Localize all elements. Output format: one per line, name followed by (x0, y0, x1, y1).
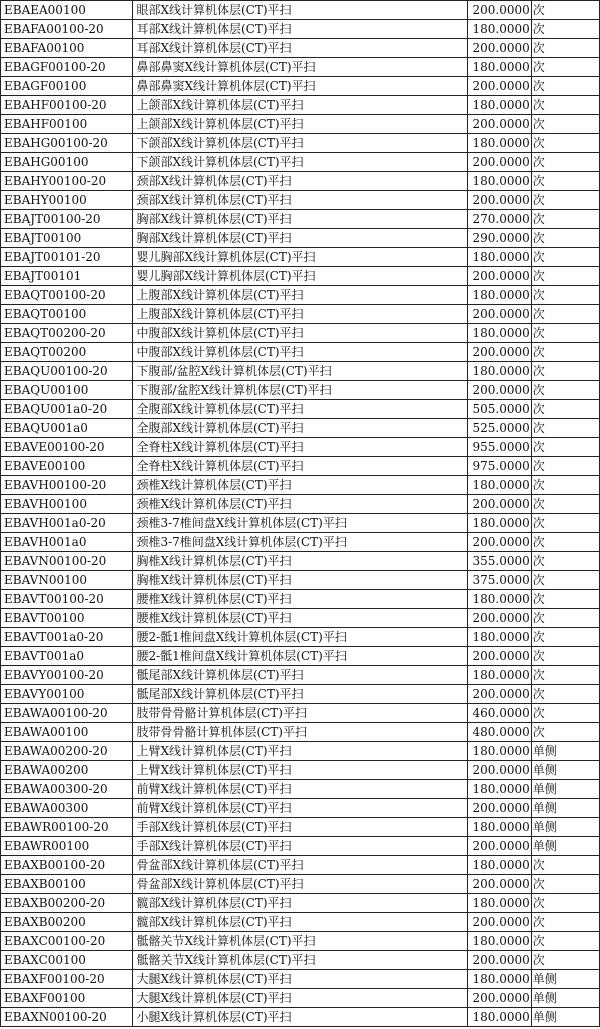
item-price-cell: 180.0000 (467, 628, 531, 647)
table-row (1, 571, 600, 590)
item-code-cell: EBAVY00100-20 (1, 666, 133, 685)
table-row (1, 1008, 600, 1027)
item-unit-cell: 次 (531, 951, 599, 970)
item-price-cell: 200.0000 (467, 989, 531, 1008)
item-code-cell: EBAFA00100-20 (1, 20, 133, 39)
table-row (1, 875, 600, 894)
table-row (1, 495, 600, 514)
table-row (1, 628, 600, 647)
item-name-cell: 婴儿胸部X线计算机体层(CT)平扫 (133, 248, 467, 267)
item-price-cell: 180.0000 (467, 58, 531, 77)
item-price-cell: 480.0000 (467, 723, 531, 742)
item-unit-cell: 次 (531, 685, 599, 704)
item-unit-cell: 单侧 (531, 1008, 599, 1027)
item-price-cell: 525.0000 (467, 419, 531, 438)
item-unit-cell: 次 (531, 704, 599, 723)
item-unit-cell: 次 (531, 343, 599, 362)
item-code-cell: EBAJT00100 (1, 229, 133, 248)
item-name-cell: 上腹部X线计算机体层(CT)平扫 (133, 286, 467, 305)
item-unit-cell: 次 (531, 856, 599, 875)
item-price-cell: 180.0000 (467, 742, 531, 761)
item-name-cell: 骶尾部X线计算机体层(CT)平扫 (133, 666, 467, 685)
item-name-cell: 上颌部X线计算机体层(CT)平扫 (133, 115, 467, 134)
item-code-cell: EBAVE00100-20 (1, 438, 133, 457)
item-price-cell: 200.0000 (467, 837, 531, 856)
item-unit-cell: 次 (531, 39, 599, 58)
item-name-cell: 上颌部X线计算机体层(CT)平扫 (133, 96, 467, 115)
table-row (1, 590, 600, 609)
item-unit-cell: 单侧 (531, 818, 599, 837)
item-price-cell: 290.0000 (467, 229, 531, 248)
item-price-cell: 180.0000 (467, 96, 531, 115)
item-unit-cell: 次 (531, 96, 599, 115)
item-unit-cell: 次 (531, 305, 599, 324)
item-code-cell: EBAHY00100 (1, 191, 133, 210)
item-code-cell: EBAVY00100 (1, 685, 133, 704)
item-name-cell: 耳部X线计算机体层(CT)平扫 (133, 39, 467, 58)
table-row (1, 229, 600, 248)
table-row (1, 438, 600, 457)
item-price-cell: 180.0000 (467, 134, 531, 153)
item-name-cell: 全腹部X线计算机体层(CT)平扫 (133, 400, 467, 419)
table-row (1, 1, 600, 20)
table-row (1, 305, 600, 324)
table-row (1, 115, 600, 134)
item-unit-cell: 次 (531, 514, 599, 533)
item-unit-cell: 次 (531, 590, 599, 609)
item-price-cell: 200.0000 (467, 685, 531, 704)
item-name-cell: 颈椎3-7椎间盘X线计算机体层(CT)平扫 (133, 533, 467, 552)
item-code-cell: EBAFA00100 (1, 39, 133, 58)
item-price-cell: 200.0000 (467, 533, 531, 552)
table-row (1, 39, 600, 58)
item-code-cell: EBAVH001a0-20 (1, 514, 133, 533)
item-name-cell: 胸部X线计算机体层(CT)平扫 (133, 229, 467, 248)
item-unit-cell: 次 (531, 115, 599, 134)
item-name-cell: 颈部X线计算机体层(CT)平扫 (133, 172, 467, 191)
item-unit-cell: 次 (531, 134, 599, 153)
item-unit-cell: 次 (531, 666, 599, 685)
item-unit-cell: 次 (531, 362, 599, 381)
item-name-cell: 腰椎X线计算机体层(CT)平扫 (133, 590, 467, 609)
table-row (1, 153, 600, 172)
table-row (1, 20, 600, 39)
item-name-cell: 肢带骨骨骼计算机体层(CT)平扫 (133, 704, 467, 723)
item-unit-cell: 次 (531, 229, 599, 248)
item-name-cell: 肢带骨骨骼计算机体层(CT)平扫 (133, 723, 467, 742)
item-unit-cell: 单侧 (531, 742, 599, 761)
item-price-cell: 505.0000 (467, 400, 531, 419)
item-price-cell: 200.0000 (467, 951, 531, 970)
item-unit-cell: 次 (531, 609, 599, 628)
item-name-cell: 骨盆部X线计算机体层(CT)平扫 (133, 856, 467, 875)
item-name-cell: 前臂X线计算机体层(CT)平扫 (133, 799, 467, 818)
item-code-cell: EBAHF00100 (1, 115, 133, 134)
item-name-cell: 鼻部鼻窦X线计算机体层(CT)平扫 (133, 58, 467, 77)
table-row (1, 837, 600, 856)
table-row (1, 761, 600, 780)
item-code-cell: EBAQT00100 (1, 305, 133, 324)
item-price-cell: 180.0000 (467, 476, 531, 495)
item-unit-cell: 次 (531, 248, 599, 267)
item-unit-cell: 次 (531, 438, 599, 457)
item-name-cell: 鼻部鼻窦X线计算机体层(CT)平扫 (133, 77, 467, 96)
item-price-cell: 200.0000 (467, 267, 531, 286)
item-price-cell: 955.0000 (467, 438, 531, 457)
item-name-cell: 耳部X线计算机体层(CT)平扫 (133, 20, 467, 39)
item-unit-cell: 次 (531, 457, 599, 476)
item-code-cell: EBAWA00100-20 (1, 704, 133, 723)
item-code-cell: EBAQT00200-20 (1, 324, 133, 343)
item-code-cell: EBAXF00100 (1, 989, 133, 1008)
item-code-cell: EBAEA00100 (1, 1, 133, 20)
item-unit-cell: 次 (531, 1, 599, 20)
table-row (1, 476, 600, 495)
item-unit-cell: 单侧 (531, 837, 599, 856)
item-code-cell: EBAWA00300 (1, 799, 133, 818)
item-unit-cell: 次 (531, 628, 599, 647)
item-code-cell: EBAXN00100-20 (1, 1008, 133, 1027)
item-code-cell: EBAXB00100-20 (1, 856, 133, 875)
item-name-cell: 上臂X线计算机体层(CT)平扫 (133, 742, 467, 761)
item-unit-cell: 次 (531, 267, 599, 286)
item-name-cell: 骶尾部X线计算机体层(CT)平扫 (133, 685, 467, 704)
table-row (1, 362, 600, 381)
item-unit-cell: 单侧 (531, 799, 599, 818)
item-name-cell: 小腿X线计算机体层(CT)平扫 (133, 1008, 467, 1027)
item-name-cell: 颈椎X线计算机体层(CT)平扫 (133, 495, 467, 514)
item-code-cell: EBAJT00101 (1, 267, 133, 286)
table-row (1, 96, 600, 115)
table-row (1, 932, 600, 951)
item-name-cell: 手部X线计算机体层(CT)平扫 (133, 837, 467, 856)
item-unit-cell: 次 (531, 58, 599, 77)
item-price-cell: 180.0000 (467, 894, 531, 913)
item-name-cell: 胸椎X线计算机体层(CT)平扫 (133, 552, 467, 571)
item-unit-cell: 次 (531, 476, 599, 495)
item-unit-cell: 次 (531, 172, 599, 191)
item-code-cell: EBAVH00100-20 (1, 476, 133, 495)
item-name-cell: 骨盆部X线计算机体层(CT)平扫 (133, 875, 467, 894)
item-name-cell: 胸部X线计算机体层(CT)平扫 (133, 210, 467, 229)
item-code-cell: EBAWR00100 (1, 837, 133, 856)
item-code-cell: EBAQU001a0 (1, 419, 133, 438)
item-code-cell: EBAGF00100-20 (1, 58, 133, 77)
item-name-cell: 下颌部X线计算机体层(CT)平扫 (133, 134, 467, 153)
item-code-cell: EBAHY00100-20 (1, 172, 133, 191)
item-name-cell: 腰2-骶1椎间盘X线计算机体层(CT)平扫 (133, 647, 467, 666)
item-name-cell: 腰2-骶1椎间盘X线计算机体层(CT)平扫 (133, 628, 467, 647)
item-price-cell: 180.0000 (467, 780, 531, 799)
item-unit-cell: 次 (531, 723, 599, 742)
item-unit-cell: 次 (531, 894, 599, 913)
item-code-cell: EBAVT00100 (1, 609, 133, 628)
item-code-cell: EBAVE00100 (1, 457, 133, 476)
price-table-body (1, 1, 600, 1027)
item-name-cell: 颈椎X线计算机体层(CT)平扫 (133, 476, 467, 495)
item-unit-cell: 次 (531, 210, 599, 229)
table-row (1, 381, 600, 400)
item-unit-cell: 次 (531, 533, 599, 552)
item-code-cell: EBAVH001a0 (1, 533, 133, 552)
item-code-cell: EBAVT00100-20 (1, 590, 133, 609)
item-price-cell: 180.0000 (467, 286, 531, 305)
item-price-cell: 200.0000 (467, 609, 531, 628)
table-row (1, 780, 600, 799)
table-row (1, 77, 600, 96)
item-price-cell: 180.0000 (467, 856, 531, 875)
item-name-cell: 全脊柱X线计算机体层(CT)平扫 (133, 457, 467, 476)
item-price-cell: 180.0000 (467, 666, 531, 685)
item-price-cell: 180.0000 (467, 514, 531, 533)
table-row (1, 324, 600, 343)
item-name-cell: 上腹部X线计算机体层(CT)平扫 (133, 305, 467, 324)
item-code-cell: EBAGF00100 (1, 77, 133, 96)
item-price-cell: 200.0000 (467, 39, 531, 58)
item-code-cell: EBAXC00100 (1, 951, 133, 970)
table-row (1, 552, 600, 571)
table-row (1, 818, 600, 837)
item-price-cell: 180.0000 (467, 590, 531, 609)
item-name-cell: 颈部X线计算机体层(CT)平扫 (133, 191, 467, 210)
item-unit-cell: 次 (531, 400, 599, 419)
item-code-cell: EBAVH00100 (1, 495, 133, 514)
item-name-cell: 全腹部X线计算机体层(CT)平扫 (133, 419, 467, 438)
item-price-cell: 180.0000 (467, 1008, 531, 1027)
item-price-cell: 975.0000 (467, 457, 531, 476)
item-code-cell: EBAQU00100 (1, 381, 133, 400)
table-row (1, 172, 600, 191)
item-code-cell: EBAJT00100-20 (1, 210, 133, 229)
item-unit-cell: 次 (531, 381, 599, 400)
item-price-cell: 460.0000 (467, 704, 531, 723)
table-row (1, 419, 600, 438)
item-unit-cell: 单侧 (531, 761, 599, 780)
item-price-cell: 200.0000 (467, 913, 531, 932)
item-code-cell: EBAWA00200 (1, 761, 133, 780)
item-name-cell: 骶髂关节X线计算机体层(CT)平扫 (133, 932, 467, 951)
item-price-cell: 180.0000 (467, 20, 531, 39)
table-row (1, 400, 600, 419)
item-name-cell: 上臂X线计算机体层(CT)平扫 (133, 761, 467, 780)
table-row (1, 286, 600, 305)
table-row (1, 267, 600, 286)
table-row (1, 723, 600, 742)
item-name-cell: 骶髂关节X线计算机体层(CT)平扫 (133, 951, 467, 970)
item-unit-cell: 次 (531, 495, 599, 514)
item-code-cell: EBAXC00100-20 (1, 932, 133, 951)
table-row (1, 913, 600, 932)
item-name-cell: 大腿X线计算机体层(CT)平扫 (133, 970, 467, 989)
item-unit-cell: 次 (531, 20, 599, 39)
item-name-cell: 婴儿胸部X线计算机体层(CT)平扫 (133, 267, 467, 286)
table-row (1, 134, 600, 153)
item-name-cell: 中腹部X线计算机体层(CT)平扫 (133, 324, 467, 343)
item-price-cell: 200.0000 (467, 495, 531, 514)
table-row (1, 856, 600, 875)
table-row (1, 210, 600, 229)
item-unit-cell: 次 (531, 932, 599, 951)
table-row (1, 609, 600, 628)
table-row (1, 343, 600, 362)
table-row (1, 894, 600, 913)
item-name-cell: 手部X线计算机体层(CT)平扫 (133, 818, 467, 837)
item-code-cell: EBAQT00100-20 (1, 286, 133, 305)
item-price-cell: 355.0000 (467, 552, 531, 571)
item-price-cell: 200.0000 (467, 381, 531, 400)
table-row (1, 989, 600, 1008)
item-code-cell: EBAJT00101-20 (1, 248, 133, 267)
item-price-cell: 180.0000 (467, 324, 531, 343)
item-unit-cell: 次 (531, 571, 599, 590)
item-price-cell: 200.0000 (467, 115, 531, 134)
item-name-cell: 下腹部/盆腔X线计算机体层(CT)平扫 (133, 381, 467, 400)
item-code-cell: EBAWA00100 (1, 723, 133, 742)
item-price-cell: 180.0000 (467, 172, 531, 191)
item-code-cell: EBAQU00100-20 (1, 362, 133, 381)
item-unit-cell: 次 (531, 552, 599, 571)
item-unit-cell: 单侧 (531, 989, 599, 1008)
item-unit-cell: 次 (531, 419, 599, 438)
item-price-cell: 200.0000 (467, 343, 531, 362)
item-unit-cell: 次 (531, 286, 599, 305)
item-price-cell: 375.0000 (467, 571, 531, 590)
item-price-cell: 180.0000 (467, 932, 531, 951)
item-code-cell: EBAVN00100 (1, 571, 133, 590)
item-code-cell: EBAWR00100-20 (1, 818, 133, 837)
table-row (1, 704, 600, 723)
item-code-cell: EBAHG00100-20 (1, 134, 133, 153)
table-row (1, 533, 600, 552)
item-code-cell: EBAXB00100 (1, 875, 133, 894)
item-code-cell: EBAWA00300-20 (1, 780, 133, 799)
item-name-cell: 颈椎3-7椎间盘X线计算机体层(CT)平扫 (133, 514, 467, 533)
item-name-cell: 胸椎X线计算机体层(CT)平扫 (133, 571, 467, 590)
item-price-cell: 180.0000 (467, 970, 531, 989)
table-row (1, 457, 600, 476)
item-unit-cell: 次 (531, 77, 599, 96)
item-price-cell: 200.0000 (467, 761, 531, 780)
item-price-cell: 200.0000 (467, 191, 531, 210)
table-row (1, 951, 600, 970)
table-row (1, 191, 600, 210)
item-price-cell: 200.0000 (467, 647, 531, 666)
table-row (1, 647, 600, 666)
table-row (1, 58, 600, 77)
item-unit-cell: 次 (531, 153, 599, 172)
item-code-cell: EBAXB00200-20 (1, 894, 133, 913)
item-name-cell: 髋部X线计算机体层(CT)平扫 (133, 913, 467, 932)
item-unit-cell: 次 (531, 913, 599, 932)
item-code-cell: EBAQU001a0-20 (1, 400, 133, 419)
item-code-cell: EBAXF00100-20 (1, 970, 133, 989)
table-row (1, 685, 600, 704)
item-name-cell: 下颌部X线计算机体层(CT)平扫 (133, 153, 467, 172)
item-name-cell: 前臂X线计算机体层(CT)平扫 (133, 780, 467, 799)
item-price-cell: 180.0000 (467, 362, 531, 381)
item-name-cell: 下腹部/盆腔X线计算机体层(CT)平扫 (133, 362, 467, 381)
item-unit-cell: 次 (531, 191, 599, 210)
item-code-cell: EBAHG00100 (1, 153, 133, 172)
item-unit-cell: 次 (531, 875, 599, 894)
item-code-cell: EBAQT00200 (1, 343, 133, 362)
item-price-cell: 180.0000 (467, 248, 531, 267)
item-price-cell: 200.0000 (467, 1, 531, 20)
item-name-cell: 腰椎X线计算机体层(CT)平扫 (133, 609, 467, 628)
item-code-cell: EBAVT001a0 (1, 647, 133, 666)
item-name-cell: 中腹部X线计算机体层(CT)平扫 (133, 343, 467, 362)
item-price-cell: 200.0000 (467, 799, 531, 818)
item-price-cell: 200.0000 (467, 153, 531, 172)
item-price-cell: 270.0000 (467, 210, 531, 229)
item-unit-cell: 次 (531, 324, 599, 343)
item-unit-cell: 单侧 (531, 970, 599, 989)
item-price-cell: 180.0000 (467, 818, 531, 837)
table-row (1, 666, 600, 685)
item-name-cell: 眼部X线计算机体层(CT)平扫 (133, 1, 467, 20)
table-row (1, 799, 600, 818)
item-code-cell: EBAXB00200 (1, 913, 133, 932)
item-price-cell: 200.0000 (467, 305, 531, 324)
item-name-cell: 大腿X线计算机体层(CT)平扫 (133, 989, 467, 1008)
item-unit-cell: 次 (531, 647, 599, 666)
table-row (1, 742, 600, 761)
item-code-cell: EBAVT001a0-20 (1, 628, 133, 647)
item-unit-cell: 单侧 (531, 780, 599, 799)
item-price-cell: 200.0000 (467, 77, 531, 96)
table-row (1, 514, 600, 533)
table-row (1, 248, 600, 267)
item-code-cell: EBAHF00100-20 (1, 96, 133, 115)
table-row (1, 970, 600, 989)
item-name-cell: 髋部X线计算机体层(CT)平扫 (133, 894, 467, 913)
item-code-cell: EBAWA00200-20 (1, 742, 133, 761)
item-code-cell: EBAVN00100-20 (1, 552, 133, 571)
item-name-cell: 全脊柱X线计算机体层(CT)平扫 (133, 438, 467, 457)
item-price-cell: 200.0000 (467, 875, 531, 894)
